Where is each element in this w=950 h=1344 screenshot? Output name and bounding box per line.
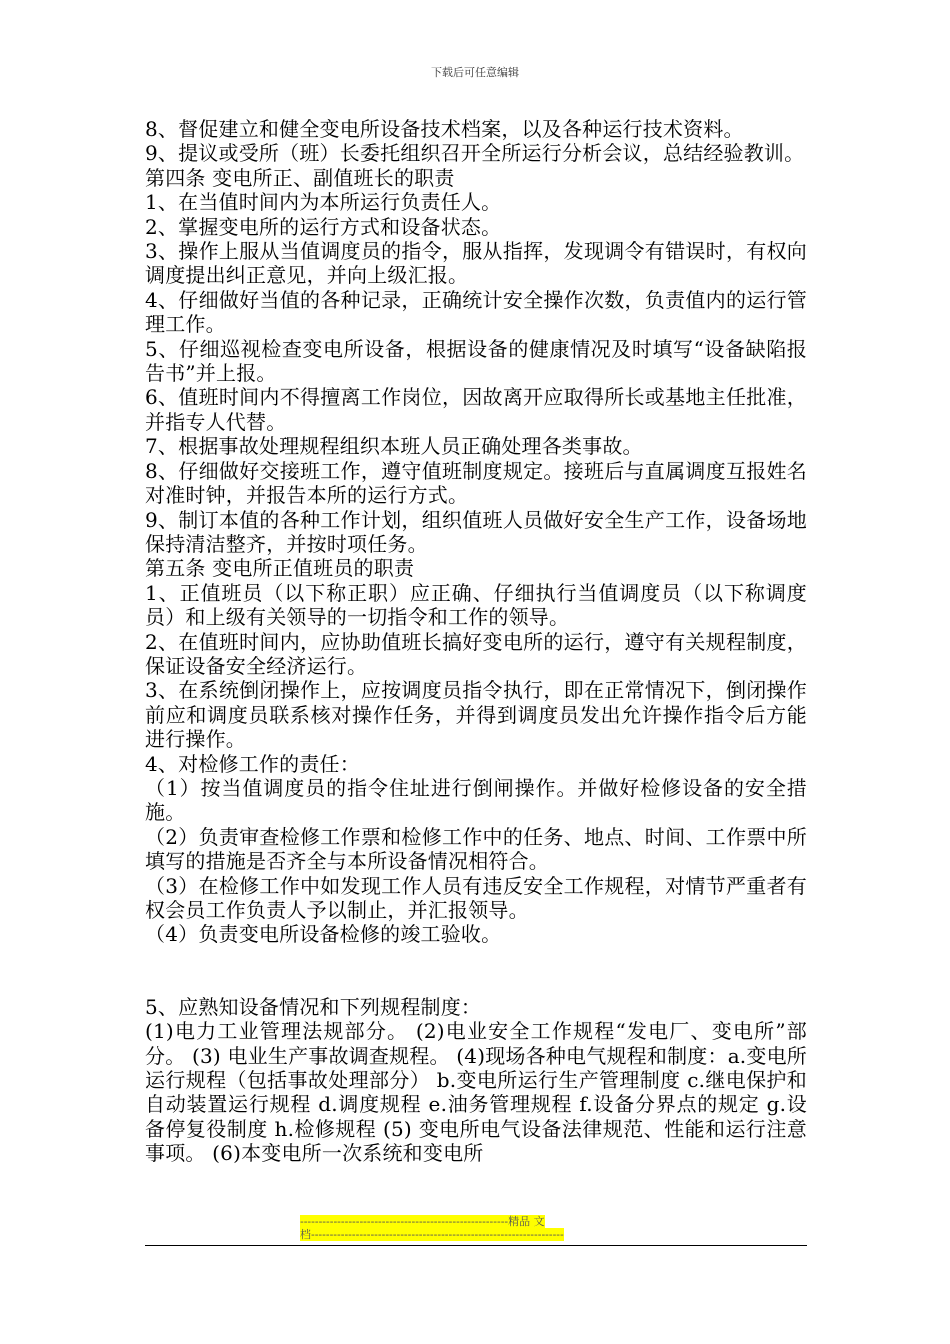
page-header: 下载后可任意编辑 [431,66,519,79]
paragraph: 2、掌握变电所的运行方式和设备状态。 [145,214,502,239]
paragraph: （3）在检修工作中如发现工作人员有违反安全工作规程，对情节严重者有权会员工作负责人予以制止，并汇报领导。 [145,873,807,922]
blank-gap [145,947,807,995]
paragraph: （2）负责审查检修工作票和检修工作中的任务、地点、时间、工作票中所填写的措施是否齐全与本所设备情况相符合。 [145,824,807,874]
paragraph: 3、操作上服从当值调度员的指令，服从指挥，发现调令有错误时，有权向调度提出纠正意见，并向上级汇报。 [145,239,807,288]
document-body [145,117,807,1166]
paragraph: 4、仔细做好当值的各种记录，正确统计安全操作次数，负责值内的运行管理工作。 [145,287,807,337]
section-heading: 第四条 变电所正、副值班长的职责 [145,165,455,190]
section-heading: 第五条 变电所正值班员的职责 [145,556,415,581]
footer-banner-line: 档-------------------------------------------------------------------- [300,1228,564,1241]
paragraph: 2、在值班时间内，应协助值班长搞好变电所的运行，遵守有关规程制度，保证设备安全经济运行。 [145,629,807,678]
paragraph: 5、仔细巡视检查变电所设备，根据设备的健康情况及时填写“设备缺陷报告书”并上报。 [145,336,807,386]
paragraph: 4、对检修工作的责任： [145,751,360,776]
paragraph: 5、应熟知设备情况和下列规程制度： [145,994,482,1019]
paragraph: 3、在系统倒闭操作上，应按调度员指令执行，即在正常情况下，倒闭操作前应和调度员联系核对操作任务，并得到调度员发出允许操作指令后方能进行操作。 [145,678,807,752]
paragraph: 6、值班时间内不得擅离工作岗位，因故离开应取得所长或基地主任批准，并指专人代替。 [145,385,807,434]
paragraph: 7、根据事故处理规程组织本班人员正确处理各类事故。 [145,434,643,459]
paragraph: 1、正值班员（以下称正职）应正确、仔细执行当值调度员（以下称调度员）和上级有关领导的一切指令和工作的领导。 [145,580,807,630]
paragraph: 8、仔细做好交接班工作，遵守值班制度规定。接班后与直属调度互报姓名对准时钟，并报告本所的运行方式。 [145,458,807,508]
footer-banner-line: --------------------------------------------------------精品 文 [300,1215,545,1228]
paragraph: 9、提议或受所（班）长委托组织召开全所运行分析会议，总结经验教训。 [145,141,805,166]
paragraph: (1)电力工业管理法规部分。 (2)电业安全工作规程“发电厂、变电所”部分。 (3) 电业生产事故调查规程。 (4)现场各种电气规程和制度：a.变电所运行规程（包括事故处理部分） b.变电所运行生产管理制度 c.继电保护和自动装置运行规程 d.调度规程 e.油务管理规程 f.设备分界点的规定 g.设备停复役制度 h.检修规程 (5) 变电所电气设备法律规范、性能和运行注意事项。 (6)本变电所一次系统和变电所 [145,1019,807,1166]
paragraph: （1）按当值调度员的指令住址进行倒闸操作。并做好检修设备的安全措施。 [145,775,807,825]
paragraph: 9、制订本值的各种工作计划，组织值班人员做好安全生产工作，设备场地保持清洁整齐，并按时项任务。 [145,507,807,556]
footer-banner [300,1215,648,1241]
footer-rule [145,1245,807,1246]
paragraph: 8、督促建立和健全变电所设备技术档案，以及各种运行技术资料。 [145,117,744,141]
paragraph: 1、在当值时间内为本所运行负责任人。 [145,190,502,215]
paragraph: （4）负责变电所设备检修的竣工验收。 [145,922,502,947]
